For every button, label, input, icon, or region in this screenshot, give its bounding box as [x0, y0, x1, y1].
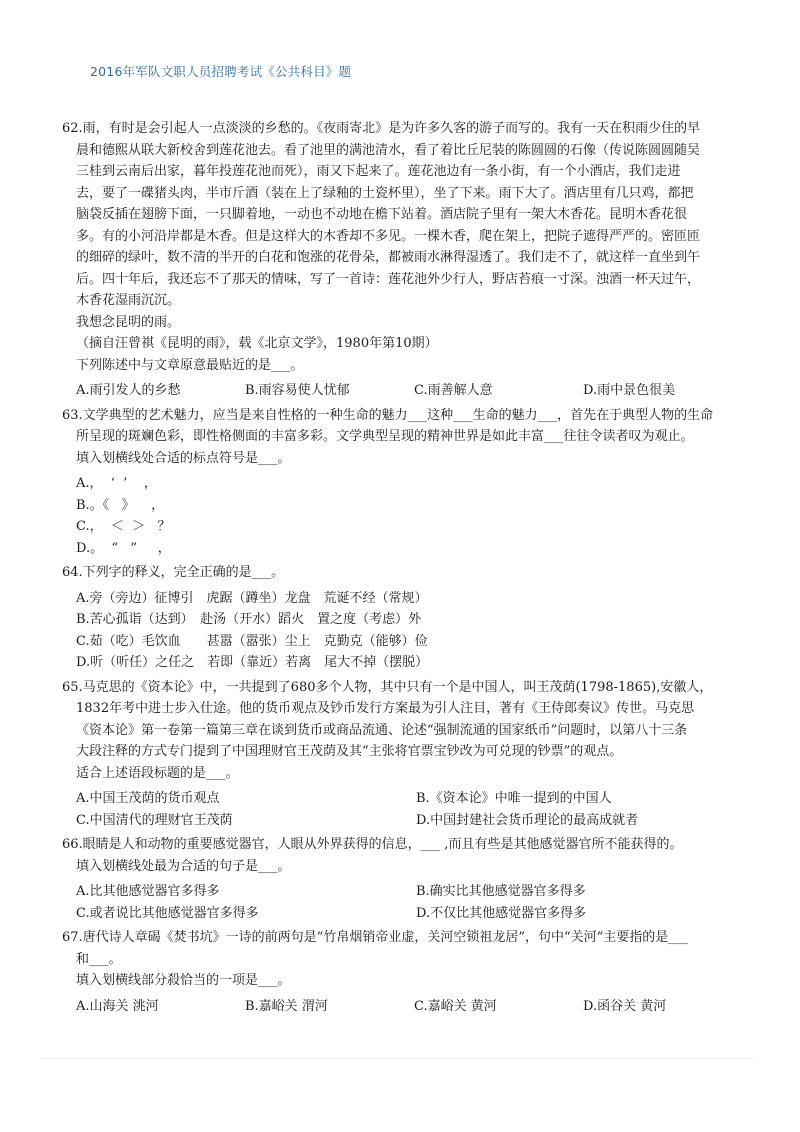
q63-line: 63.文学典型的艺术魅力，应当是来自性格的一种生命的魅力___这种___生命的魅力___，首先在于典型人物的生命 [62, 407, 714, 423]
q66-option-d[interactable]: D.不仅比其他感觉器官多得多 [416, 905, 587, 921]
q64-options [76, 588, 752, 674]
question-63 [62, 405, 752, 560]
q62-line: 去，要了一碟猪头肉，半市斤酒（装在上了绿釉的土瓷杯里），坐了下来。雨下大了。酒店里有几只鸡，都把 [76, 185, 694, 201]
q63-option-b[interactable]: B.。《 》 ， [76, 497, 165, 513]
q62-line: 62.雨，有时是会引起人一点淡淡的乡愁的。《夜雨寄北》是为许多久客的游子而写的。我有一天在积雨少住的早 [62, 121, 701, 136]
q62-line: 三桂到云南后出家，暮年投莲花池而死），雨又下起来了。莲花池边有一条小街，有一个小酒店，我们走进 [76, 164, 681, 179]
q67-line: 和___。 [76, 951, 122, 967]
question-67 [62, 927, 752, 1017]
q65-line: 大段注释的方式专门提到了中国理财官王茂荫及其“主张将官票宝钞改为可兑现的钞票”的观点。 [76, 744, 623, 759]
q62-line: 我想念昆明的雨。 [76, 314, 181, 330]
q62-options [76, 380, 752, 402]
q63-option-c[interactable]: C.， ＜ ＞ ？ [76, 519, 171, 534]
q65-line: 1832年考中进士步入仕途。他的货币观点及钞币发行方案最为引人注目，著有《王侍郎奏议》传世。马克思 [76, 701, 695, 716]
q62-line: 晨和德熙从联大新校舍到莲花池去。看了池里的满池清水，看了着比丘尼装的陈圆圆的石像（传说陈圆圆随吴 [76, 142, 701, 158]
q62-line: 木香花湿雨沉沉。 [76, 293, 181, 308]
q65-prompt: 适合上述语段标题的是___。 [76, 765, 239, 781]
q62-line: 的细碎的绿叶，数不清的半开的白花和饱涨的花骨朵，都被雨水淋得湿透了。我们走不了，就这样一直坐到午 [76, 250, 701, 265]
q66-line: 66.眼睛是人和动物的重要感觉器官，人眼从外界获得的信息，___ ,而且有些是其他感觉器官所不能获得的。 [62, 837, 683, 852]
q67-option-b[interactable]: B.嘉峪关 渭河 [245, 998, 328, 1014]
q66-options [76, 881, 752, 924]
q63-options [76, 473, 752, 559]
q62-prompt: 下列陈述中与文章原意最贴近的是___。 [76, 357, 304, 373]
q64-prompt: 64.下列字的释义，完全正确的是___。 [62, 565, 285, 580]
q64-option-d[interactable]: D.听（听任）之任之 若即（靠近）若离 尾大不掉（摆脱） [76, 655, 429, 670]
q63-option-a[interactable]: A.， ‘ ’ ， [76, 476, 157, 491]
q67-option-a[interactable]: A.山海关 洮河 [76, 998, 159, 1014]
q67-options [76, 996, 752, 1018]
q64-option-c[interactable]: C.茹（吃）毛饮血 甚嚣（嚣张）尘上 克勤克（能够）俭 [76, 633, 428, 649]
q64-option-a[interactable]: A.旁（旁边）征博引 虎踞（蹲坐）龙盘 荒诞不经（常规） [76, 590, 428, 606]
q63-option-d[interactable]: D.。 “ ” ， [76, 540, 171, 556]
q62-option-d[interactable]: D.雨中景色很美 [583, 383, 676, 398]
q65-options [76, 788, 752, 831]
q67-prompt: 填入划横线部分殺恰当的一项是___。 [76, 973, 291, 988]
q65-line: 65.马克思的《资本论》中，一共提到了680多个人物，其中只有一个是中国人，叫王茂荫(1798-1865),安徽人， [62, 679, 713, 695]
q62-source: （摘自汪曾祺《昆明的雨》，载《北京文学》，1980年第10期） [76, 336, 438, 351]
q65-option-a[interactable]: A.中国王茂荫的货币观点 [76, 791, 220, 806]
q67-line: 67.唐代诗人章碣《焚书坑》一诗的前两句是“竹帛烟销帝业虚，关河空锁祖龙居”，句中“关河“主要指的是___ [62, 930, 688, 945]
q62-option-c[interactable]: C.雨善解人意 [414, 383, 493, 398]
q65-option-c[interactable]: C.中国清代的理财官王茂荫 [76, 812, 233, 828]
question-65 [62, 677, 752, 832]
q64-option-b[interactable]: B.苦心孤诣（达到） 赴汤（开水）蹈火 置之度（考虑）外 [76, 612, 422, 627]
q65-line: 《资本论》第一卷第一篇第三章在谈到货币或商品流通、论述“强制流通的国家纸币”问题时，以第八十三条 [76, 722, 688, 738]
footer-divider [40, 1058, 755, 1059]
q67-option-d[interactable]: D.函谷关 黄河 [583, 998, 667, 1014]
q65-option-d[interactable]: D.中国封建社会货币理论的最高成就者 [416, 812, 639, 828]
q66-option-c[interactable]: C.或者说比其他感觉器官多得多 [76, 905, 259, 921]
q62-line: 多。有的小河沿岸都是木香。但是这样大的木香却不多见。一棵木香，爬在架上，把院子遮得严严的。密匝匝 [76, 228, 701, 244]
question-64 [62, 562, 752, 674]
q63-prompt: 填入划横线处合适的标点符号是___。 [76, 450, 291, 466]
q65-option-b[interactable]: B.《资本论》中唯一提到的中国人 [416, 791, 612, 806]
q66-prompt: 填入划横线处最为合适的句子是___。 [76, 858, 291, 874]
q66-option-b[interactable]: B.确实比其他感觉器官多得多 [416, 884, 586, 899]
q62-line: 脑袋反插在翅膀下面，一只脚着地，一动也不动地在檐下站着。酒店院子里有一架大木香花。昆明木香花很 [76, 207, 688, 222]
question-66 [62, 834, 752, 924]
document-header: 2016年军队文职人员招聘考试《公共科目》题 [90, 64, 352, 79]
q62-option-a[interactable]: A.雨引发人的乡愁 [76, 383, 181, 398]
q63-line: 所呈现的斑斓色彩，即性格侧面的丰富多彩。文学典型呈现的精神世界是如此丰富___往往令读者叹为观止。 [76, 429, 694, 444]
q62-option-b[interactable]: B.雨容易使人忧郁 [245, 383, 350, 398]
q67-option-c[interactable]: C.嘉峪关 黄河 [414, 998, 497, 1014]
question-62 [62, 118, 752, 402]
q66-option-a[interactable]: A.比其他感觉器官多得多 [76, 884, 220, 899]
question-content [62, 118, 752, 1020]
q62-line: 后。四十年后，我还忘不了那天的情味，写了一首诗：莲花池外少行人，野店苔痕一寸深。浊酒一杯天过午， [76, 271, 701, 287]
